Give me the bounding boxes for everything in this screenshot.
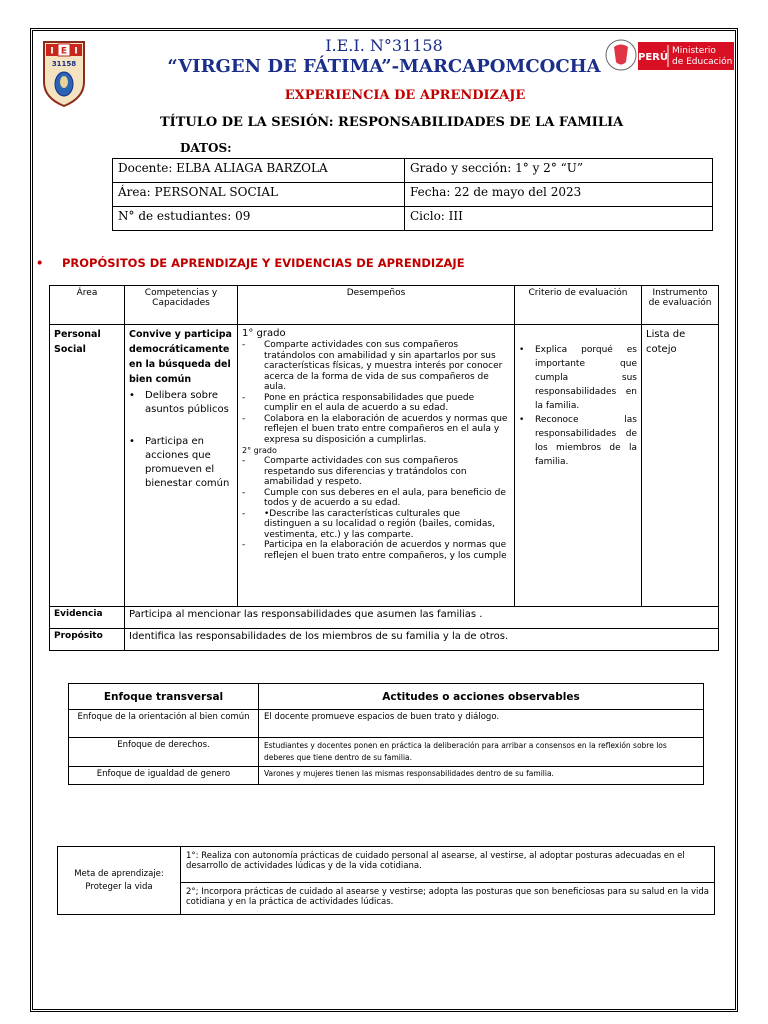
school-code: I.E.I. N°31158 — [325, 36, 443, 55]
capacidad-2-text: Participa en acciones que promueven el bienestar común — [145, 436, 230, 489]
enfoque-header: Enfoque transversal — [69, 684, 259, 710]
evidencia-label: Evidencia — [50, 607, 125, 629]
grado1-item: - Pone en práctica responsabilidades que puede cumplir en el aula de acuerdo a su edad. — [242, 393, 510, 414]
grado1-item: - Comparte actividades con sus compañeros tratándolos con amabilidad y sin apartarlos por sus características físicas, y muestra interés por conocer acerca de la forma de vida de sus compañeros de aula. — [242, 340, 510, 393]
criterio-1: • Explica porqué es importante que cumpla sus responsabilidades en la familia. — [519, 345, 637, 411]
ciclo-cell: Ciclo: III — [405, 207, 713, 231]
grado2-list — [242, 456, 510, 561]
grado1-item: - Colabora en la elaboración de acuerdos y normas que reflejen el buen trato entre compañeros en el aula y expresa su disposición a cumplirlas. — [242, 414, 510, 446]
grado2-item: - Cumple con sus deberes en el aula, para beneficio de todos y de acuerdo a su edad. — [242, 488, 510, 509]
meta-grado-2: 2°; Incorpora prácticas de cuidado al asearse y vestirse; adopta las posturas que son beneficiosas para su salud en la vida cotidiana y en la práctica de actividades lúdicas. — [181, 883, 715, 915]
enfoque-row-3-actitud: Varones y mujeres tienen las mismas responsabilidades dentro de su familia. — [259, 767, 704, 785]
criterio-1-text: Explica porqué es importante que cumpla sus responsabilidades en la familia. — [535, 345, 637, 411]
logo-left-number: 31158 — [51, 60, 77, 68]
criterio-2: • Reconoce las responsabilidades de los miembros de la familia. — [519, 415, 637, 467]
area-cell: Área: PERSONAL SOCIAL — [113, 183, 405, 207]
competencia-name: Convive y participa democráticamente en la búsqueda del bien común — [129, 329, 232, 385]
propositos-heading-text: PROPÓSITOS DE APRENDIZAJE Y EVIDENCIAS DE APRENDIZAJE — [62, 256, 465, 270]
area-value: Personal Social — [50, 325, 125, 607]
enfoque-row-1-actitud: El docente promueve espacios de buen trato y diálogo. — [259, 710, 704, 738]
datos-table — [112, 158, 713, 231]
instrumento-value: Lista de cotejo — [642, 325, 719, 607]
meta-table — [57, 846, 715, 915]
grado1-list — [242, 340, 510, 445]
header-competencias: Competencias y Capacidades — [125, 286, 238, 325]
grado1-label: 1° grado — [242, 328, 286, 339]
enfoque-row-2-actitud: Estudiantes y docentes ponen en práctica la deliberación para arribar a consensos en la reflexión sobre los deberes que tiene dentro de su familia. — [259, 738, 704, 767]
enfoque-row-1-name: Enfoque de la orientación al bien común — [69, 710, 259, 738]
competencia-cell — [125, 325, 238, 607]
actitudes-header: Actitudes o acciones observables — [259, 684, 704, 710]
docente-cell: Docente: ELBA ALIAGA BARZOLA — [113, 159, 405, 183]
evidencia-value: Participa al mencionar las responsabilidades que asumen las familias . — [125, 607, 719, 629]
ministry-name-line2: de Educación — [672, 57, 733, 67]
enfoque-row-2-name: Enfoque de derechos. — [69, 738, 259, 767]
capacidad-2: • Participa en acciones que promueven el bienestar común — [129, 435, 233, 491]
grado2-item: - •Describe las características culturales que distinguen a su localidad o región (bailes, comidas, vestimenta, etc.) y las comparte. — [242, 509, 510, 541]
experience-title: EXPERIENCIA DE APRENDIZAJE — [284, 88, 526, 103]
enfoque-row-3-name: Enfoque de igualdad de genero — [69, 767, 259, 785]
enfoque-table — [68, 683, 704, 785]
grado2-item: - Participa en la elaboración de acuerdos y normas que reflejen el buen trato entre compañeros, y los cumple — [242, 540, 510, 561]
capacidad-1: • Delibera sobre asuntos públicos — [129, 389, 233, 417]
svg-text:I: I — [50, 46, 54, 57]
fecha-cell: Fecha: 22 de mayo del 2023 — [405, 183, 713, 207]
header-area: Área — [50, 286, 125, 325]
estudiantes-cell: N° de estudiantes: 09 — [113, 207, 405, 231]
header-desempenos: Desempeños — [238, 286, 515, 325]
desempenos-cell — [238, 325, 515, 607]
criterio-cell — [515, 325, 642, 607]
header-instrumento: Instrumento de evaluación — [642, 286, 719, 325]
grado-cell: Grado y sección: 1° y 2° “U” — [405, 159, 713, 183]
header-criterio: Criterio de evaluación — [515, 286, 642, 325]
ministry-name-line1: Ministerio — [672, 46, 716, 56]
school-name: “VIRGEN DE FÁTIMA”-MARCAPOMCOCHA — [167, 56, 601, 77]
datos-label: DATOS: — [180, 141, 232, 155]
meta-label: Meta de aprendizaje: Proteger la vida — [58, 847, 181, 915]
svg-text:E: E — [60, 46, 68, 57]
meta-grado-1: 1°: Realiza con autonomía prácticas de cuidado personal al asearse, al vestirse, al adoptar posturas adecuadas en el desarrollo de actividades lúdicas y de la vida cotidiana. — [181, 847, 715, 883]
session-title: TÍTULO DE LA SESIÓN: RESPONSABILIDADES DE LA FAMILIA — [160, 115, 624, 130]
capacidad-1-text: Delibera sobre asuntos públicos — [145, 390, 229, 415]
ministry-peru-text: PERÚ — [638, 52, 668, 63]
propositos-table — [49, 285, 719, 651]
criterio-2-text: Reconoce las responsabilidades de los miembros de la familia. — [535, 415, 637, 467]
svg-text:I: I — [74, 46, 78, 57]
grado2-label: 2° grado — [242, 446, 277, 455]
proposito-value: Identifica las responsabilidades de los miembros de su familia y la de otros. — [125, 629, 719, 651]
grado2-item: - Comparte actividades con sus compañeros respetando sus diferencias y tratándolos con amabilidad y respeto. — [242, 456, 510, 488]
propositos-heading: • PROPÓSITOS DE APRENDIZAJE Y EVIDENCIAS DE APRENDIZAJE — [36, 256, 465, 270]
proposito-label: Propósito — [50, 629, 125, 651]
